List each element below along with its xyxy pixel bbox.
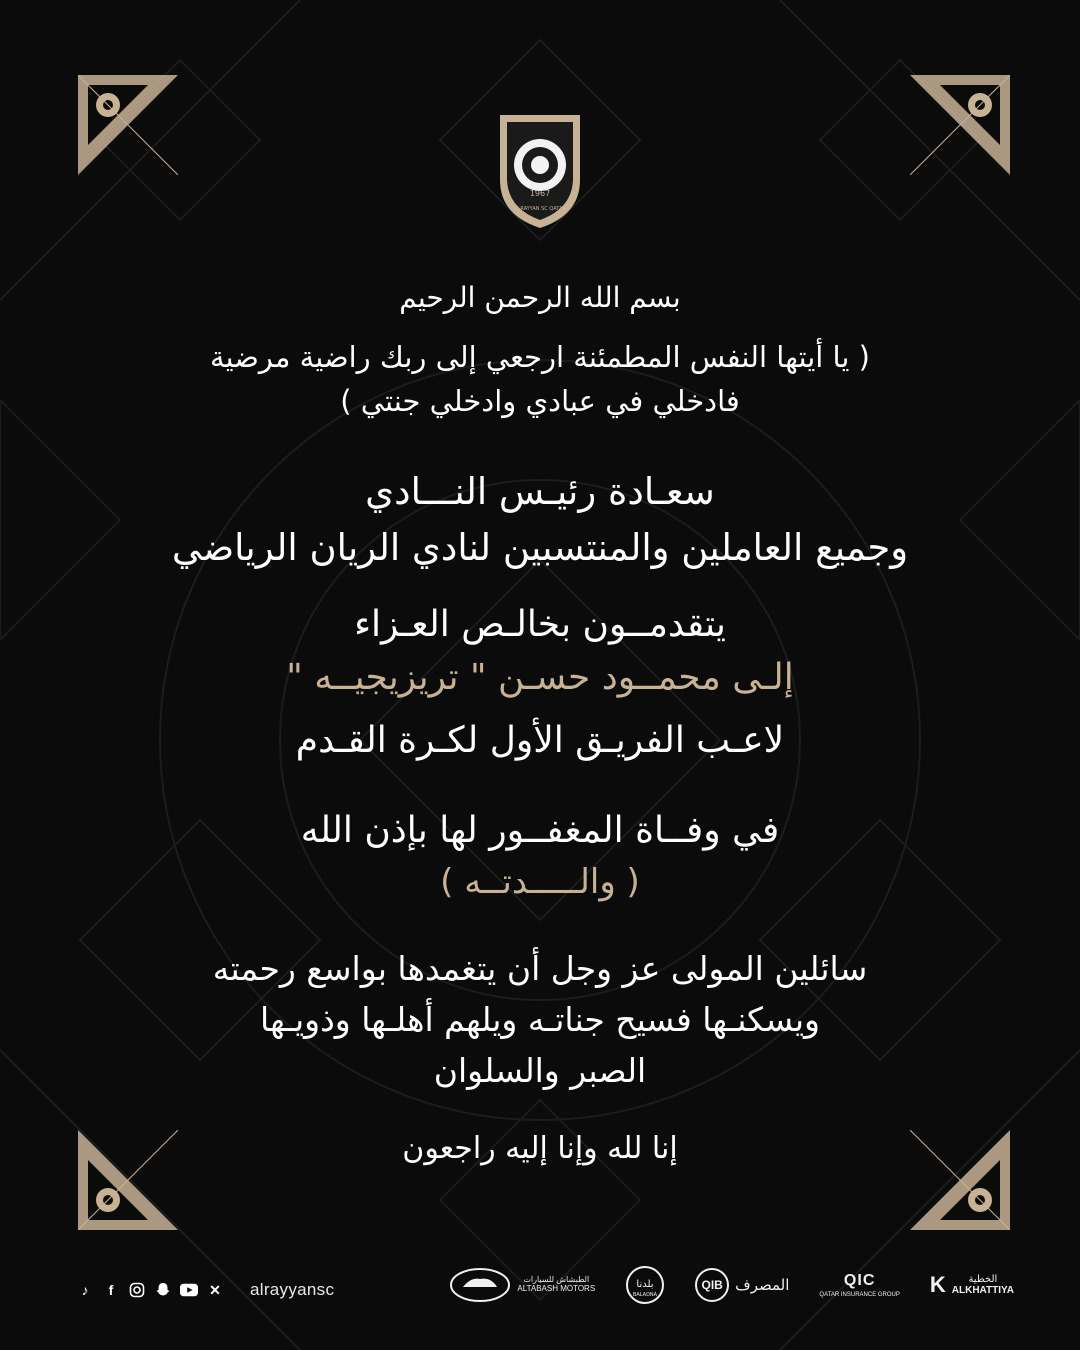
quran-verse [130, 336, 950, 423]
recipient-name: إلـى محمــود حسـن " تريزيجيــه " [286, 657, 794, 698]
president-heading [130, 464, 950, 575]
instagram-icon[interactable] [128, 1281, 146, 1299]
qic-logo-icon: QIC [843, 1271, 876, 1289]
prayer-line-1: سائلين المولى عز وجل أن يتغمدها بواسع رحمته [212, 949, 868, 988]
prayer-line-3: الصبر والسلوان [433, 1051, 647, 1091]
sponsor-bar [449, 1262, 1014, 1308]
sponsor-qic: QIC QATAR INSURANCE GROUP [819, 1271, 900, 1298]
qib-logo: QIB [695, 1268, 729, 1302]
basmala-text [130, 280, 950, 315]
sponsor-qib [695, 1268, 789, 1302]
svg-text:بلدنا: بلدنا [636, 1279, 654, 1290]
social-links [76, 1275, 334, 1305]
x-icon[interactable]: ✕ [209, 1281, 221, 1298]
corner-ornament-top-left [78, 75, 178, 175]
verse-line-1: ( يا أيتها النفس المطمئنة ارجعي إلى ربك راضية مرضية [210, 340, 870, 374]
sponsor-alkhattiya: K الخطية ALKHATTIYA [929, 1272, 1014, 1297]
basmala-line: بسم الله الرحمن الرحيم [399, 281, 681, 314]
club-crest-logo [495, 110, 585, 230]
final-phrase: إنا لله وإنا إليه راجعون [402, 1131, 678, 1166]
baladna-logo-icon [625, 1265, 665, 1305]
condolence-offer: يتقدمــون بخالـص العـزاء [354, 604, 726, 645]
president-line-1: سعـادة رئيـس النـــادي [365, 470, 715, 513]
snapchat-icon[interactable] [154, 1281, 172, 1299]
crest-caption: ALRAYYAN SC QATAR [514, 206, 566, 212]
qib-masraf: المصرف [735, 1276, 790, 1294]
president-line-2: وجميع العاملين والمنتسبين لنادي الريان الرياضي [171, 525, 909, 569]
tiktok-icon[interactable]: ♪ [81, 1282, 89, 1298]
youtube-icon[interactable] [180, 1281, 198, 1299]
alkhattiya-k-icon: K [929, 1272, 946, 1297]
relation-label: ( والـــــدتــه ) [440, 862, 640, 902]
altabash-logo-icon [449, 1267, 511, 1303]
svg-text:BALADNA: BALADNA [633, 1292, 658, 1298]
prayer-line-2: ويسكنـها فسيح جناتـه ويلهم أهلـها وذويـها [260, 1000, 820, 1040]
crest-year: 1967 [529, 189, 551, 198]
sponsor-altabash: الطبشاش للسيارات ALTABASH MOTORS [449, 1267, 595, 1303]
death-notice: في وفــاة المغفــور لها بإذن الله [300, 810, 780, 851]
corner-ornament-top-right [910, 75, 1010, 175]
facebook-icon[interactable]: f [108, 1282, 114, 1298]
player-role: لاعـب الفريـق الأول لكـرة القـدم [295, 720, 785, 761]
social-handle[interactable]: alrayyansc [250, 1280, 335, 1299]
sponsor-baladna [625, 1265, 665, 1305]
verse-line-2: فادخلي في عبادي وادخلي جنتي ) [340, 383, 740, 418]
prayer-text [130, 943, 950, 1096]
